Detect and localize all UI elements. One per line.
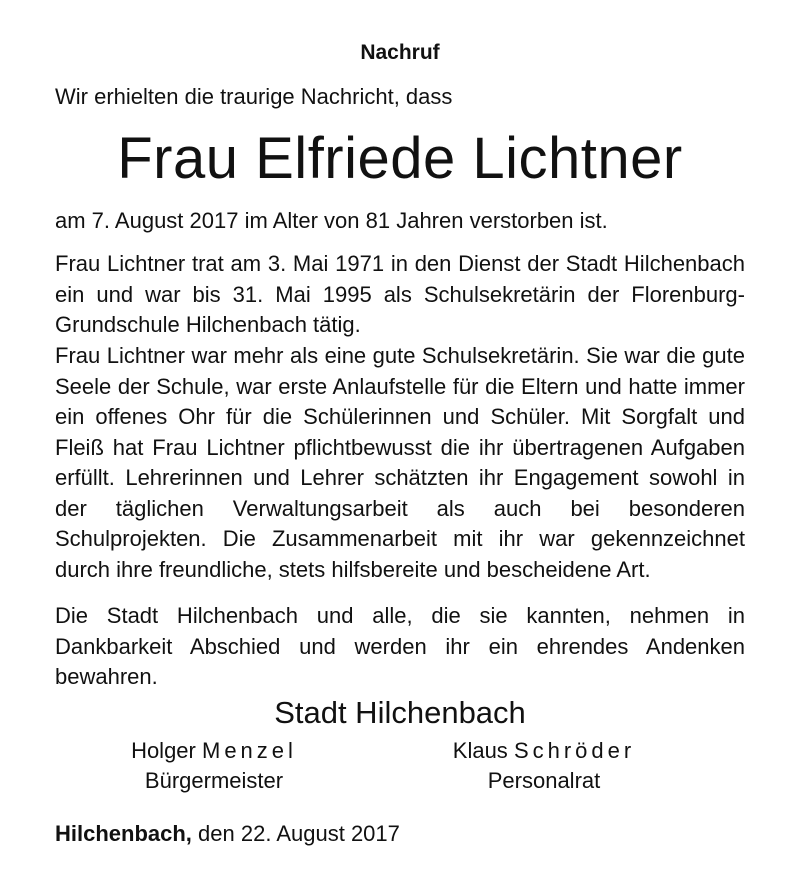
place-name: Hilchenbach, <box>55 821 192 846</box>
place-date-line <box>55 819 755 849</box>
signer-first-name: Klaus <box>452 738 508 763</box>
service-paragraph: Frau Lichtner trat am 3. Mai 1971 in den Dienst der Stadt Hilchenbach ein und war bis 31. Mai 1995 als Schulsekretärin der Florenburg-Grundschule Hilchenbach tätig. <box>55 251 745 337</box>
notice-date: den 22. August 2017 <box>198 821 400 846</box>
signer-mayor <box>64 736 364 796</box>
signer-name <box>64 736 364 766</box>
death-date-line: am 7. August 2017 im Alter von 81 Jahren verstorben ist. <box>55 208 608 233</box>
signer-last-name: Menzel <box>202 738 297 763</box>
signer-name <box>394 736 694 766</box>
farewell-paragraph: Die Stadt Hilchenbach und alle, die sie kannten, nehmen in Dankbarkeit Abschied und werden ihr ein ehrendes Andenken bewahren. <box>55 603 745 689</box>
deceased-name: Frau Elfriede Lichtner <box>117 126 683 191</box>
intro-line: Wir erhielten die traurige Nachricht, dass <box>55 84 453 109</box>
tribute-paragraph: Frau Lichtner war mehr als eine gute Schulsekretärin. Sie war die gute Seele der Schule, war erste Anlaufstelle für die Eltern und hatte immer ein offenes Ohr für die Schülerinnen und Schüler. Mit Sorgfalt und Fleiß hat Frau Lichtner pflichtbewusst die ihr übertragenen Aufgaben erfüllt. Lehrerinnen und Lehrer schätzten ihr Engagement sowohl in der täglichen Verwaltungsarbeit als auch bei besonderen Schulprojekten. Die Zusammenarbeit mit ihr war gekennzeichnet durch ihre freundliche, stets hilfsbereite und bescheidene Art. <box>55 343 745 582</box>
signer-role: Bürgermeister <box>144 768 284 793</box>
organization-name: Stadt Hilchenbach <box>274 695 526 730</box>
signer-role: Personalrat <box>487 768 601 793</box>
signer-last-name: Schröder <box>513 738 636 763</box>
signer-staff-council <box>394 736 694 796</box>
notice-heading: Nachruf <box>360 41 440 64</box>
signer-first-name: Holger <box>131 738 196 763</box>
